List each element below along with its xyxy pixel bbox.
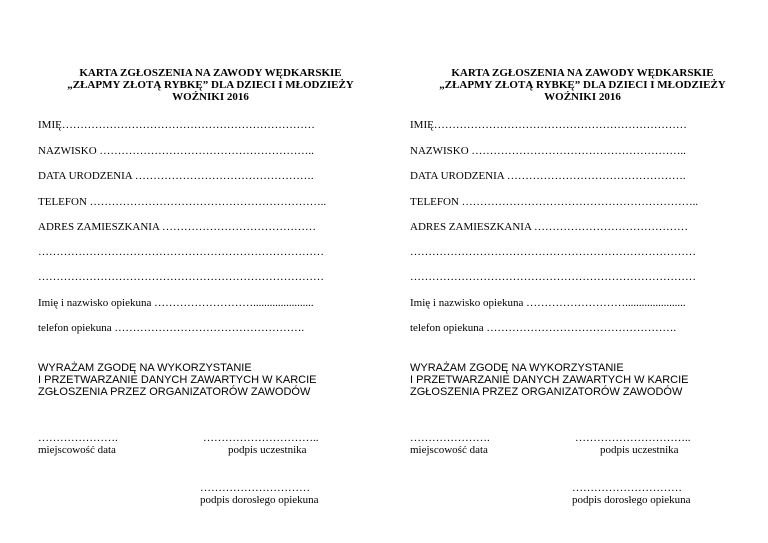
title-line-3: WOŹNIKI 2016 (172, 91, 249, 103)
registration-card-left (38, 0, 383, 543)
phone-field[interactable]: TELEFON ……………………………………………………….. (410, 196, 699, 208)
last-name-field[interactable]: NAZWISKO ………………………………………………….. (38, 145, 314, 157)
participant-signature-label: podpis uczestnika (228, 444, 307, 456)
guardian-phone-field[interactable]: telefon opiekuna ……………………………………………. (38, 322, 305, 334)
consent-line-2: I PRZETWARZANIE DANYCH ZAWARTYCH W KARCIE (410, 374, 689, 386)
last-name-field[interactable]: NAZWISKO ………………………………………………….. (410, 145, 686, 157)
first-name-field[interactable]: IMIĘ…………………………………………………………… (38, 119, 315, 131)
consent-line-2: I PRZETWARZANIE DANYCH ZAWARTYCH W KARCIE (38, 374, 317, 386)
place-date-line[interactable]: …………………. (410, 432, 490, 444)
guardian-name-field[interactable]: Imię i nazwisko opiekuna ………………………...................... (38, 297, 314, 309)
consent-line-3: ZGŁOSZENIA PRZEZ ORGANIZATORÓW ZAWODÓW (410, 386, 683, 398)
guardian-signature-line[interactable]: ………………………… (572, 482, 682, 494)
participant-signature-line[interactable]: ………………………….. (575, 432, 691, 444)
address-line-2[interactable]: …………………………………………………………………… (410, 246, 696, 258)
title-line-2: „ZŁAPMY ZŁOTĄ RYBKĘ” DLA DZIECI I MŁODZIEŻY (439, 79, 726, 91)
birth-date-field[interactable]: DATA URODZENIA …………………………………………. (38, 170, 314, 182)
title-line-1: KARTA ZGŁOSZENIA NA ZAWODY WĘDKARSKIE (79, 67, 342, 79)
guardian-name-field[interactable]: Imię i nazwisko opiekuna ………………………...................... (410, 297, 686, 309)
title-line-1: KARTA ZGŁOSZENIA NA ZAWODY WĘDKARSKIE (451, 67, 714, 79)
place-date-label: miejscowość data (410, 444, 488, 456)
consent-statement (410, 362, 688, 398)
birth-date-field[interactable]: DATA URODZENIA …………………………………………. (410, 170, 686, 182)
consent-line-1: WYRAŻAM ZGODĘ NA WYKORZYSTANIE (410, 362, 624, 374)
phone-field[interactable]: TELEFON ……………………………………………………….. (38, 196, 327, 208)
first-name-field[interactable]: IMIĘ…………………………………………………………… (410, 119, 687, 131)
place-date-line[interactable]: …………………. (38, 432, 118, 444)
participant-signature-line[interactable]: ………………………….. (203, 432, 319, 444)
guardian-signature-line[interactable]: ………………………… (200, 482, 310, 494)
participant-signature-label: podpis uczestnika (600, 444, 679, 456)
title-line-2: „ZŁAPMY ZŁOTĄ RYBKĘ” DLA DZIECI I MŁODZIEŻY (67, 79, 354, 91)
guardian-phone-field[interactable]: telefon opiekuna ……………………………………………. (410, 322, 677, 334)
registration-card-right (410, 0, 755, 543)
consent-line-3: ZGŁOSZENIA PRZEZ ORGANIZATORÓW ZAWODÓW (38, 386, 311, 398)
address-field[interactable]: ADRES ZAMIESZKANIA …………………………………… (410, 221, 689, 233)
address-line-2[interactable]: …………………………………………………………………… (38, 246, 324, 258)
title-line-3: WOŹNIKI 2016 (544, 91, 621, 103)
address-field[interactable]: ADRES ZAMIESZKANIA …………………………………… (38, 221, 317, 233)
place-date-label: miejscowość data (38, 444, 116, 456)
card-title (410, 67, 755, 103)
guardian-signature-label: podpis dorosłego opiekuna (572, 494, 691, 506)
card-title (38, 67, 383, 103)
guardian-signature-label: podpis dorosłego opiekuna (200, 494, 319, 506)
consent-line-1: WYRAŻAM ZGODĘ NA WYKORZYSTANIE (38, 362, 252, 374)
consent-statement (38, 362, 316, 398)
address-line-3[interactable]: …………………………………………………………………… (410, 271, 696, 283)
address-line-3[interactable]: …………………………………………………………………… (38, 271, 324, 283)
